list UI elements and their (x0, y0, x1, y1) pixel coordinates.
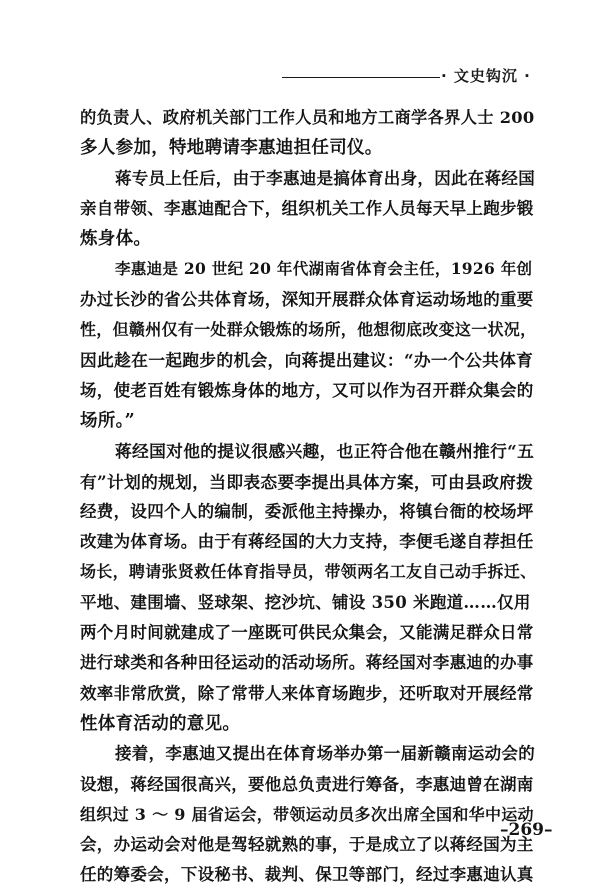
text-line: 效率非常欣赏，除了常带人来体育场跑步，还听取对开展经常 (80, 683, 534, 703)
text-line: 蒋经国对他的提议很感兴趣，也正符合他在赣州推行“五 (115, 441, 535, 462)
text-line: 会，办运动会对他是驾轻就熟的事，于是成立了以蒋经国为主 (80, 835, 534, 855)
text-line: 亲自带领、李惠迪配合下，组织机关工作人员每天早上跑步锻 (80, 198, 534, 218)
text-line: 性体育活动的意见。 (80, 713, 241, 734)
text-line: 经费，设四个人的编制，委派他主持操办，将镇台衙的校场坪 (80, 501, 534, 521)
page-number: –269– (500, 820, 553, 840)
text-line: 进行球类和各种田径运动的活动场所。蒋经国对李惠迪的办事 (80, 653, 534, 673)
running-header-title: · 文史钩沉 · (441, 67, 531, 85)
text-line: 平地、建围墙、竖球架、挖沙坑、铺设 350 米跑道……仅用 (80, 592, 531, 612)
text-line: 两个月时间就建成了一座既可供民众集会，又能满足群众日常 (80, 623, 534, 643)
text-line: 组织过 3 ～ 9 届省运会，带领运动员多次出席全国和华中运动 (80, 804, 534, 824)
text-line: 有”计划的规划，当即表态要李提出具体方案，可由县政府拨 (80, 471, 534, 492)
text-line: 因此趁在一起跑步的机会，向蒋提出建议：“办一个公共体育 (80, 350, 534, 371)
text-line: 炼身体。 (80, 229, 152, 250)
text-line: 办过长沙的省公共体育场，深知开展群众体育运动场地的重要 (80, 289, 534, 309)
text-line: 场所。” (80, 410, 136, 431)
header-rule (282, 77, 440, 78)
text-line: 场长，聘请张贤救任体育指导员，带领两名工友自己动手拆迁、 (80, 562, 537, 582)
text-line: 任的筹委会，下设秘书、裁判、保卫等部门，经过李惠迪认真 (80, 865, 534, 885)
text-line: 的负责人、政府机关部门工作人员和地方工商学各界人士 200 (80, 108, 535, 127)
body-text (80, 103, 536, 891)
text-line: 改建为体育场。由于有蒋经国的大力支持，李便毛遂自荐担任 (80, 532, 534, 552)
text-line: 设想，蒋经国很高兴，要他总负责进行筹备，李惠迪曾在湖南 (80, 774, 534, 794)
text-line: 场，使老百姓有锻炼身体的地方，又可以作为召开群众集会的 (80, 380, 534, 400)
text-line: 蒋专员上任后，由于李惠迪是搞体育出身，因此在蒋经国 (115, 168, 535, 188)
text-line: 多人参加，特地聘请李惠迪担任司仪。 (80, 138, 383, 159)
text-line: 接着，李惠迪又提出在体育场举办第一届新赣南运动会的 (115, 744, 535, 764)
text-line: 李惠迪是 20 世纪 20 年代湖南省体育会主任，1926 年创 (115, 259, 533, 279)
text-line: 性，但赣州仅有一处群众锻炼的场所，他想彻底改变这一状况， (80, 320, 537, 340)
